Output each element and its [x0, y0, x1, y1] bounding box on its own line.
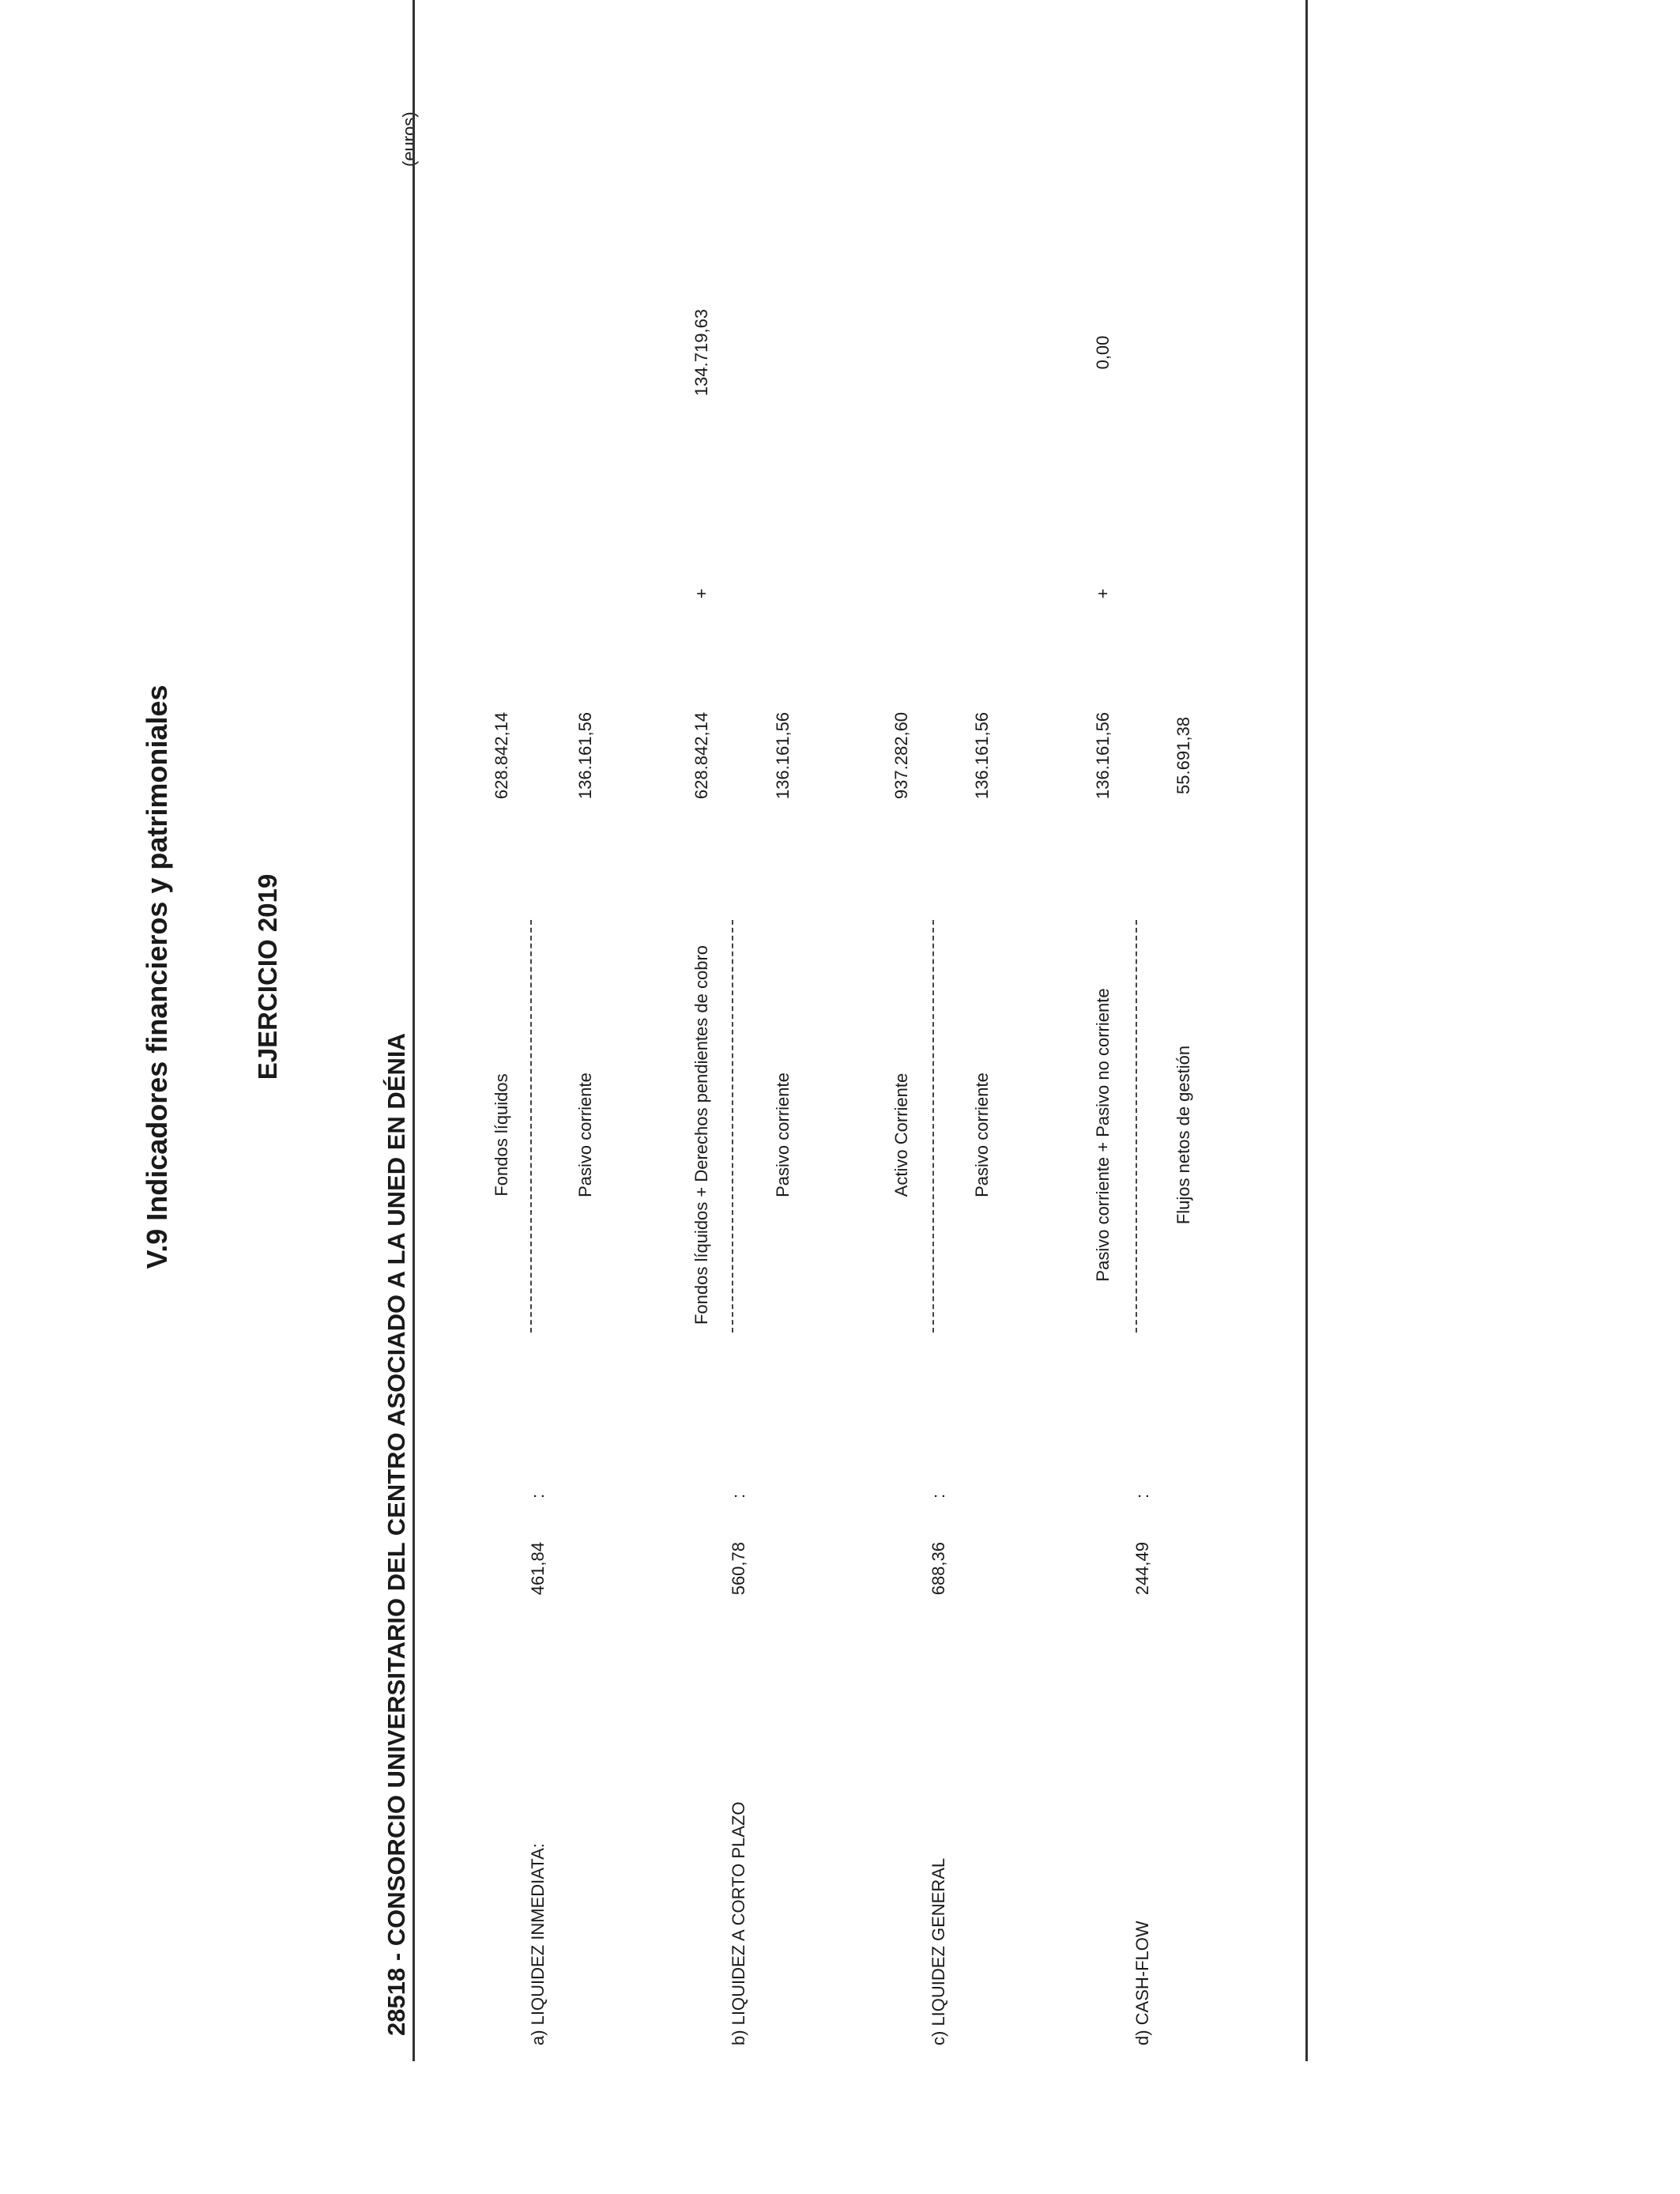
denominator-amount: 136.161,56	[575, 711, 595, 800]
entity-title: 28518 - CONSORCIO UNIVERSITARIO DEL CENTRO ASOCIADO A LA UNED EN DÉNIA	[382, 1033, 410, 2036]
top-rule	[412, 0, 415, 2061]
numerator-amount: 937.282,60	[891, 711, 911, 800]
formula-denominator: Pasivo corriente	[575, 1072, 595, 1197]
numerator-amount: 136.161,56	[1093, 711, 1113, 800]
denominator-amount: 136.161,56	[773, 711, 793, 800]
numerator-amount: 628.842,14	[691, 711, 711, 800]
indicator-colon: :	[528, 1493, 548, 1498]
indicator-label: a) LIQUIDEZ INMEDIATA:	[528, 1843, 548, 2045]
indicator-value: 688,36	[929, 1542, 948, 1596]
numerator-amount: 628.842,14	[492, 711, 511, 800]
denominator-amount: 136.161,56	[972, 711, 992, 800]
indicator-colon: :	[929, 1493, 948, 1498]
fiscal-year-title: EJERCICIO 2019	[253, 873, 282, 1080]
formula-fraction-line	[732, 920, 733, 1333]
page-title: V.9 Indicadores financieros y patrimoniales	[141, 684, 173, 1269]
indicator-value: 461,84	[528, 1542, 548, 1596]
indicator-colon: :	[729, 1493, 748, 1498]
formula-numerator: Fondos líquidos	[492, 1073, 511, 1197]
indicator-value: 244,49	[1132, 1542, 1152, 1596]
indicator-label: c) LIQUIDEZ GENERAL	[929, 1857, 948, 2045]
formula-numerator: Activo Corriente	[891, 1072, 911, 1197]
formula-denominator: Flujos netos de gestión	[1173, 1045, 1193, 1225]
numerator-amount-2: 134.719,63	[691, 308, 711, 397]
formula-numerator: Fondos líquidos + Derechos pendientes de cobro	[691, 944, 711, 1325]
units-label: (euros)	[399, 111, 419, 167]
bottom-rule	[1305, 0, 1308, 2061]
indicator-colon: :	[1132, 1493, 1152, 1498]
indicator-value: 560,78	[729, 1542, 748, 1596]
plus-sign: +	[691, 588, 711, 599]
denominator-amount: 55.691,38	[1173, 717, 1193, 794]
formula-fraction-line	[1136, 920, 1137, 1333]
indicator-label: b) LIQUIDEZ A CORTO PLAZO	[729, 1801, 748, 2045]
formula-numerator: Pasivo corriente + Pasivo no corriente	[1093, 988, 1113, 1282]
formula-fraction-line	[932, 920, 934, 1333]
plus-sign: +	[1093, 588, 1113, 599]
formula-denominator: Pasivo corriente	[972, 1072, 992, 1197]
formula-denominator: Pasivo corriente	[773, 1072, 793, 1197]
indicator-label: d) CASH-FLOW	[1132, 1921, 1152, 2045]
formula-fraction-line	[530, 920, 532, 1333]
numerator-amount-2: 0,00	[1093, 335, 1113, 370]
